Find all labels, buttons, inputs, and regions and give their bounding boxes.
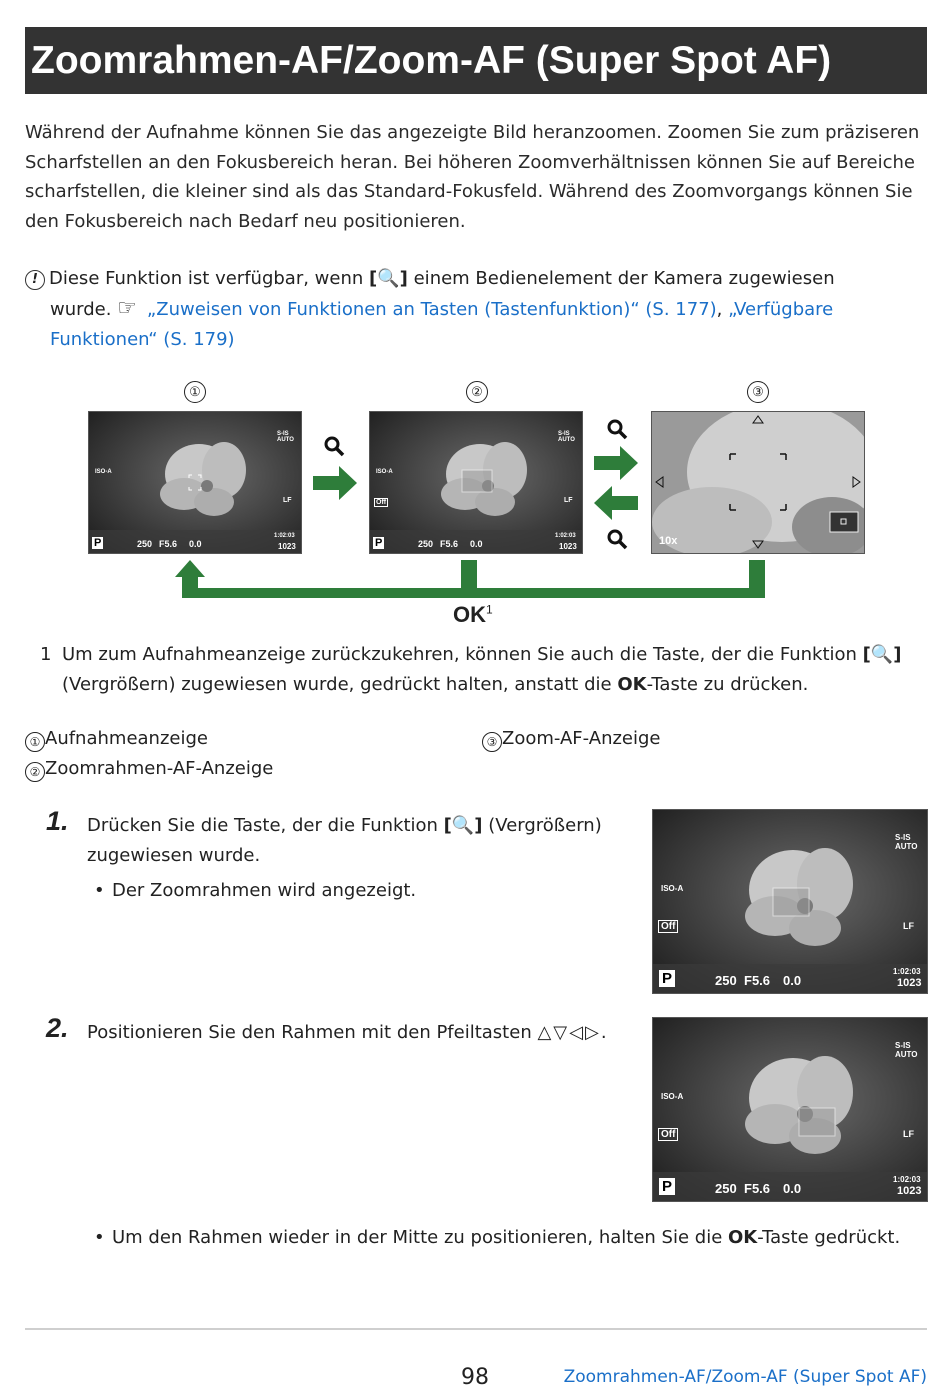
ev-value: 0.0	[189, 539, 202, 549]
note-text-3: wurde.	[50, 299, 118, 320]
time-value: 1:02:03	[893, 967, 921, 976]
step-1-line1b: (Vergrößern)	[482, 815, 602, 836]
step-1-bullet-text: Der Zoomrahmen wird angezeigt.	[112, 880, 417, 901]
time-value: 1:02:03	[555, 533, 576, 539]
arrow-right-1	[313, 466, 358, 500]
screen-shooting-display	[88, 411, 302, 554]
is-label: S-IS AUTO	[558, 431, 575, 443]
link-separator: ,	[716, 299, 729, 320]
zoom-icon-1	[322, 434, 346, 464]
legend-label-3: Zoom-AF-Anzeige	[502, 728, 661, 749]
step-2-text	[87, 1018, 637, 1048]
magnify-key-label: [🔍]	[862, 644, 902, 665]
ev-value: 0.0	[783, 1181, 802, 1196]
flower-image	[370, 412, 582, 553]
legend-number-2: ②	[25, 762, 45, 782]
is-label: S-IS AUTO	[277, 431, 294, 443]
mode-indicator: P	[375, 537, 383, 549]
legend-number-3: ③	[482, 732, 502, 752]
step-2-line1: Positionieren Sie den Rahmen mit den Pfeiltasten	[87, 1022, 538, 1043]
shots-value: 1023	[559, 542, 577, 551]
step-1-number: 1.	[46, 806, 69, 836]
magnify-key-label: [🔍]	[369, 268, 408, 289]
shutter-value: 250	[418, 539, 434, 549]
arrow-keys-icons: △▽◁▷	[537, 1022, 601, 1043]
legend-item-1	[25, 724, 208, 754]
flower-closeup-image	[652, 412, 864, 553]
footer-divider	[25, 1328, 927, 1330]
iso-label: ISO-A	[376, 469, 393, 475]
shutter-value: 250	[137, 539, 153, 549]
label-2: ②	[466, 381, 488, 403]
ok-footnote-ref: 1	[486, 602, 493, 617]
footnote-number: 1	[40, 644, 52, 665]
quality-label: LF	[564, 497, 573, 504]
zoom-icon-2	[605, 417, 629, 445]
aperture-value: F5.6	[744, 1181, 771, 1196]
step-2-end: .	[600, 1022, 607, 1043]
step-2-bullet-b: -Taste gedrückt.	[757, 1227, 901, 1248]
footnote-line2b: -Taste zu drücken.	[646, 674, 809, 695]
screen-zoom-af-display	[651, 411, 865, 554]
legend-item-3	[482, 724, 661, 754]
flower-image	[653, 1018, 927, 1201]
link-verfuegbare-funktionen-2[interactable]: Funktionen“ (S. 179)	[50, 329, 235, 350]
ok-key: OK	[617, 674, 647, 695]
link-verfuegbare-funktionen-1[interactable]: „Verfügbare	[728, 299, 834, 320]
mode-indicator: P	[94, 537, 102, 549]
off-indicator: Off	[376, 499, 387, 506]
note-text-2: einem Bedienelement der Kamera zugewiesen	[407, 268, 835, 289]
step-2-number: 2.	[46, 1013, 69, 1043]
shots-value: 1023	[897, 1185, 922, 1197]
step-1-line2: zugewiesen wurde.	[87, 845, 261, 866]
time-value: 1:02:03	[274, 533, 295, 539]
shutter-value: 250	[715, 973, 737, 988]
flower-image	[653, 810, 927, 993]
link-tastenfunktion[interactable]: „Zuweisen von Funktionen an Tasten (Tastenfunktion)“ (S. 177)	[146, 299, 717, 320]
legend-label-2: Zoomrahmen-AF-Anzeige	[45, 758, 274, 779]
screen-step-1	[652, 809, 928, 994]
reference-icon: ☞	[117, 296, 137, 321]
step-2-bullet: • Um den Rahmen wieder in der Mitte zu positionieren, halten Sie die OK-Taste gedrückt.	[94, 1227, 901, 1248]
screen-zoom-frame-display	[369, 411, 583, 554]
page-number: 98	[461, 1365, 489, 1390]
label-1: ①	[184, 381, 206, 403]
quality-label: LF	[903, 1129, 914, 1139]
ok-text: OK	[453, 602, 486, 627]
note-text-1: Diese Funktion ist verfügbar, wenn	[49, 268, 370, 289]
arrow-left	[594, 486, 639, 520]
quality-label: LF	[903, 921, 914, 931]
step-1-bullet: • Der Zoomrahmen wird angezeigt.	[94, 880, 417, 901]
time-value: 1:02:03	[893, 1175, 921, 1184]
shots-value: 1023	[278, 542, 296, 551]
aperture-value: F5.6	[440, 539, 459, 549]
quality-label: LF	[283, 497, 292, 504]
note-block	[25, 264, 930, 355]
label-3: ③	[747, 381, 769, 403]
is-label: S-IS AUTO	[895, 1041, 918, 1059]
is-label: S-IS AUTO	[895, 833, 918, 851]
return-arrow	[175, 556, 775, 604]
off-indicator: Off	[658, 1128, 678, 1141]
step-1-text	[87, 811, 637, 871]
aperture-value: F5.6	[159, 539, 178, 549]
iso-label: ISO-A	[95, 469, 112, 475]
legend-item-2	[25, 754, 273, 784]
flower-image	[89, 412, 301, 553]
zoom-icon-3	[605, 527, 629, 555]
step-1-line1a: Drücken Sie die Taste, der die Funktion	[87, 815, 444, 836]
ev-value: 0.0	[470, 539, 483, 549]
iso-label: ISO-A	[661, 884, 684, 893]
footer-section-link[interactable]: Zoomrahmen-AF/Zoom-AF (Super Spot AF)	[563, 1367, 927, 1387]
footnote	[40, 640, 920, 700]
mode-indicator: P	[659, 1178, 675, 1195]
footnote-line2a: (Vergrößern) zugewiesen wurde, gedrückt halten, anstatt die	[62, 674, 618, 695]
intro-paragraph: Während der Aufnahme können Sie das angezeigte Bild heranzoomen. Zoomen Sie zum präziseren Scharfstellen an den Fokusbereich heran. Bei höheren Zoomverhältnissen können Sie auf Bereiche scharfstellen, die kleiner sind als das Standard-Fokusfeld. Während des Zoomvorgangs können Sie den Fokusbereich nach Bedarf neu positionieren.	[25, 122, 920, 232]
shots-value: 1023	[897, 977, 922, 989]
zoom-ratio: 10x	[659, 535, 678, 547]
ok-label	[453, 602, 493, 628]
footnote-line1: Um zum Aufnahmeanzeige zurückzukehren, können Sie auch die Taste, der die Funktion	[62, 644, 863, 665]
aperture-value: F5.6	[744, 973, 771, 988]
caution-icon: !	[25, 270, 45, 290]
ok-key: OK	[728, 1227, 758, 1248]
shutter-value: 250	[715, 1181, 737, 1196]
legend-label-1: Aufnahmeanzeige	[45, 728, 208, 749]
off-indicator: Off	[658, 920, 678, 933]
mode-indicator: P	[659, 970, 675, 987]
magnify-key-label: [🔍]	[443, 815, 483, 836]
step-2-bullet-a: Um den Rahmen wieder in der Mitte zu positionieren, halten Sie die	[112, 1227, 728, 1248]
legend-number-1: ①	[25, 732, 45, 752]
screen-step-2	[652, 1017, 928, 1202]
iso-label: ISO-A	[661, 1092, 684, 1101]
ev-value: 0.0	[783, 973, 802, 988]
page-title: Zoomrahmen-AF/Zoom-AF (Super Spot AF)	[25, 27, 927, 94]
arrow-right-2	[594, 446, 639, 480]
